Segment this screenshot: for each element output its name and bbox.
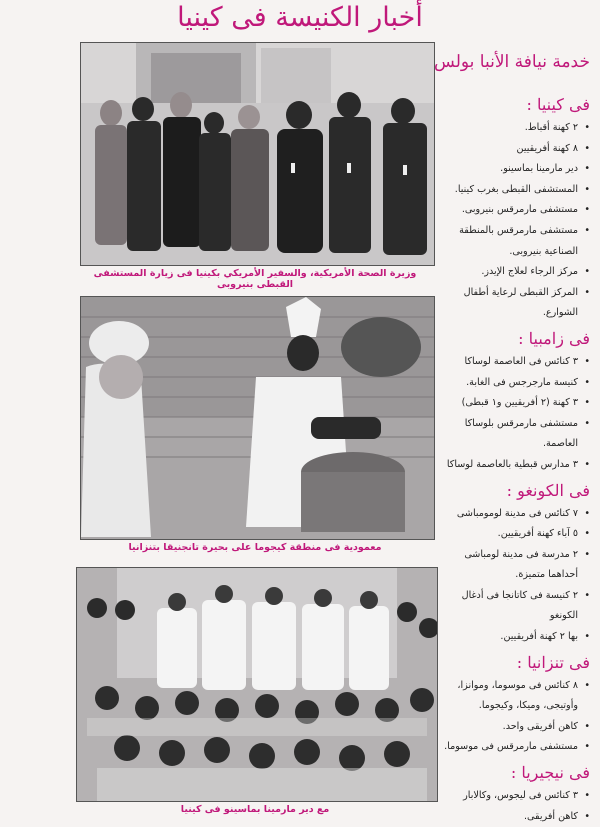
photo-officials-caption: وزيرة الصحة الأمريكية، والسفير الأمريكي بكينيا فى زيارة المستشفى القبطى بنيروبى <box>93 268 417 290</box>
list-item: • ٢ مدرسة فى مدينة لومباشى أحداهما متميزة. <box>432 545 590 586</box>
list-item: • ٨ كهنة أفريقيين <box>432 139 590 160</box>
tanzania-heading: فى تنزانيا : <box>516 652 590 672</box>
list-item: • المركز القبطى لرعاية أطفال الشوارع. <box>432 283 590 324</box>
list-item: • مستشفى مارمرقس بالمنطقة الصناعية بنيروبى. <box>432 221 590 262</box>
photo-officials-visit <box>80 42 435 266</box>
list-item: • ٣ مدارس قبطية بالعاصمة لوساكا <box>432 455 590 476</box>
list-item: • مستشفى مارمرقس فى موسوما. <box>432 737 590 758</box>
list-item: • كنيسة مارجرجس فى الغابة. <box>432 373 590 394</box>
list-item: • ٣ كنائس فى العاصمة لوساكا <box>432 352 590 373</box>
list-item: • بها ٢ كهنة أفريقيين. <box>432 627 590 648</box>
list-item: • مركز الرجاء لعلاج الإيدز. <box>432 262 590 283</box>
photo-baptism-caption: معمودية فى منطقة كيجوما على بحيرة تانجنيقا بتنزانيا <box>128 542 382 553</box>
list-item: • ٨ كنائس فى موسوما، وموانزا، وأوتيجى، وميكا، وكيجوما. <box>432 676 590 717</box>
photo-baptism <box>80 296 435 540</box>
congo-heading: فى الكونغو : <box>506 480 590 500</box>
list-item: • مستشفى مارمرقس بلوساكا العاصمة. <box>432 414 590 455</box>
list-item: • مستشفى مارمرقس بنيروبى. <box>432 200 590 221</box>
list-item: • كاهن أفريقى. <box>432 807 590 827</box>
photo-monastery-group <box>76 567 438 802</box>
congo-list <box>432 504 590 648</box>
zambia-list <box>432 352 590 476</box>
list-item: • كاهن أفريقى واحد. <box>432 717 590 738</box>
nigeria-list <box>432 786 590 827</box>
list-item: • ٧ كنائس فى مدينة لومومباشى <box>432 504 590 525</box>
kenya-heading: فى كينيا : <box>526 95 590 114</box>
page-title: أخبار الكنيسة فى كينيا <box>177 2 423 33</box>
photo-monastery-caption: مع دير مارمينا بماسينو فى كينيا <box>180 804 330 815</box>
list-item: • ٣ كهنة (٢ أفريقيين و١ قبطى) <box>432 393 590 414</box>
list-item: • دير مارمينا بماسينو. <box>432 159 590 180</box>
zambia-heading: فى زامبيا : <box>518 328 590 348</box>
nigeria-heading: فى نيجيريا : <box>510 763 590 783</box>
list-item: • ٢ كهنة أقباط. <box>432 118 590 139</box>
list-item: • ٣ كنائس فى ليجوس، وكالابار <box>432 786 590 807</box>
section-title: خدمة نيافة الأنبا بولس <box>434 52 590 72</box>
list-item: • المستشفى القبطى بغرب كينيا. <box>432 180 590 201</box>
tanzania-list <box>432 676 590 758</box>
list-item: • ٢ كنيسة فى كاتانجا فى أدغال الكونغو <box>432 586 590 627</box>
list-item: • ٥ آباء كهنة أفريقيين. <box>432 524 590 545</box>
kenya-list <box>432 118 590 324</box>
news-column <box>432 90 590 827</box>
